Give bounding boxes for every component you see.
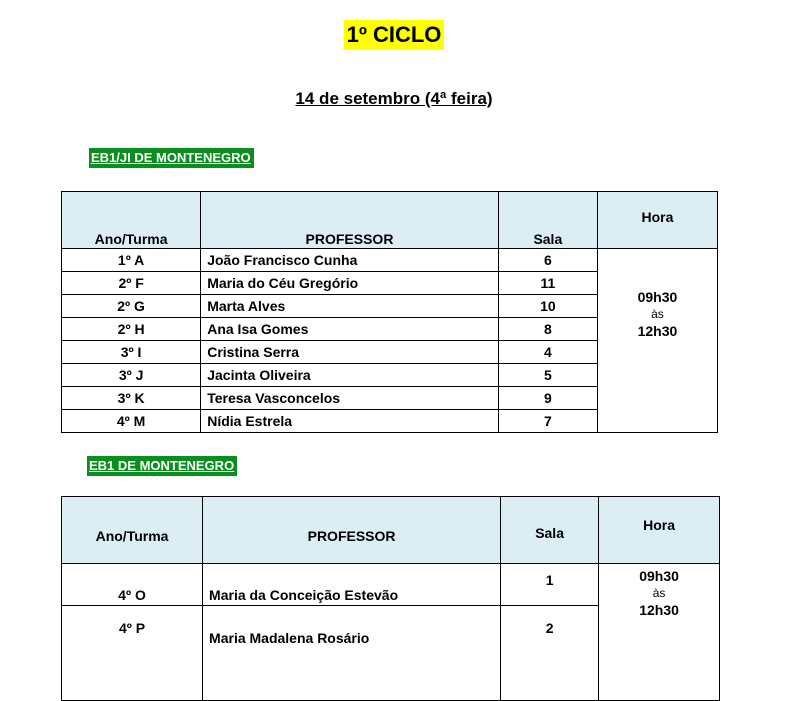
cell-turma: 3º K [62,387,201,410]
col-header-turma: Ano/Turma [62,497,203,564]
cell-sala: 1 [501,564,599,606]
col-header-professor: PROFESSOR [203,497,501,564]
table-header-row [62,497,720,564]
cell-turma: 3º J [62,364,201,387]
cell-professor: Jacinta Oliveira [201,364,499,387]
cell-turma: 4º M [62,410,201,433]
hora-sep: às [651,307,664,321]
cell-sala: 6 [498,249,597,272]
cell-professor: Maria Madalena Rosário [203,606,501,701]
table-row [62,249,718,272]
cell-turma: 2º F [62,272,201,295]
cell-professor: Marta Alves [201,295,499,318]
cell-hora [599,564,720,701]
col-header-sala: Sala [501,497,599,564]
col-header-professor: PROFESSOR [201,192,499,249]
hora-end: 12h30 [639,602,679,618]
cell-professor: Maria do Céu Gregório [201,272,499,295]
hora-start: 09h30 [637,289,678,305]
col-header-turma: Ano/Turma [62,192,201,249]
cell-turma: 4º O [62,564,203,606]
col-header-hora: Hora [599,497,720,564]
table-row [62,564,720,606]
cell-sala: 5 [498,364,597,387]
table-header-row [62,192,718,249]
cell-professor: Cristina Serra [201,341,499,364]
cell-sala: 7 [498,410,597,433]
schedule-table-1 [61,191,718,433]
cell-professor: Ana Isa Gomes [201,318,499,341]
cell-turma: 3º I [62,341,201,364]
col-header-hora: Hora [597,192,717,249]
hora-end: 12h30 [637,323,678,339]
hora-sep: às [652,586,666,600]
cell-turma: 1º A [62,249,201,272]
cell-professor: Teresa Vasconcelos [201,387,499,410]
cell-professor: João Francisco Cunha [201,249,499,272]
cell-sala: 11 [498,272,597,295]
date-container [0,88,788,110]
schedule-table-2 [61,496,720,701]
cell-sala: 4 [498,341,597,364]
cell-sala: 8 [498,318,597,341]
cell-sala: 2 [501,606,599,701]
cell-hora [597,249,717,433]
cell-professor: Maria da Conceição Estevão [203,564,501,606]
cell-turma: 2º G [62,295,201,318]
hora-start: 09h30 [639,568,679,584]
cell-sala: 10 [498,295,597,318]
school-name-1: EB1/JI DE MONTENEGRO [89,148,254,168]
col-header-sala: Sala [498,192,597,249]
cell-sala: 9 [498,387,597,410]
cell-professor: Nídia Estrela [201,410,499,433]
school-name-2: EB1 DE MONTENEGRO [87,456,237,476]
cell-turma: 2º H [62,318,201,341]
cell-turma: 4º P [62,606,203,701]
schedule-date: 14 de setembro (4ª feira) [295,89,493,108]
title-container [0,20,788,50]
page-title: 1º CICLO [344,20,445,50]
